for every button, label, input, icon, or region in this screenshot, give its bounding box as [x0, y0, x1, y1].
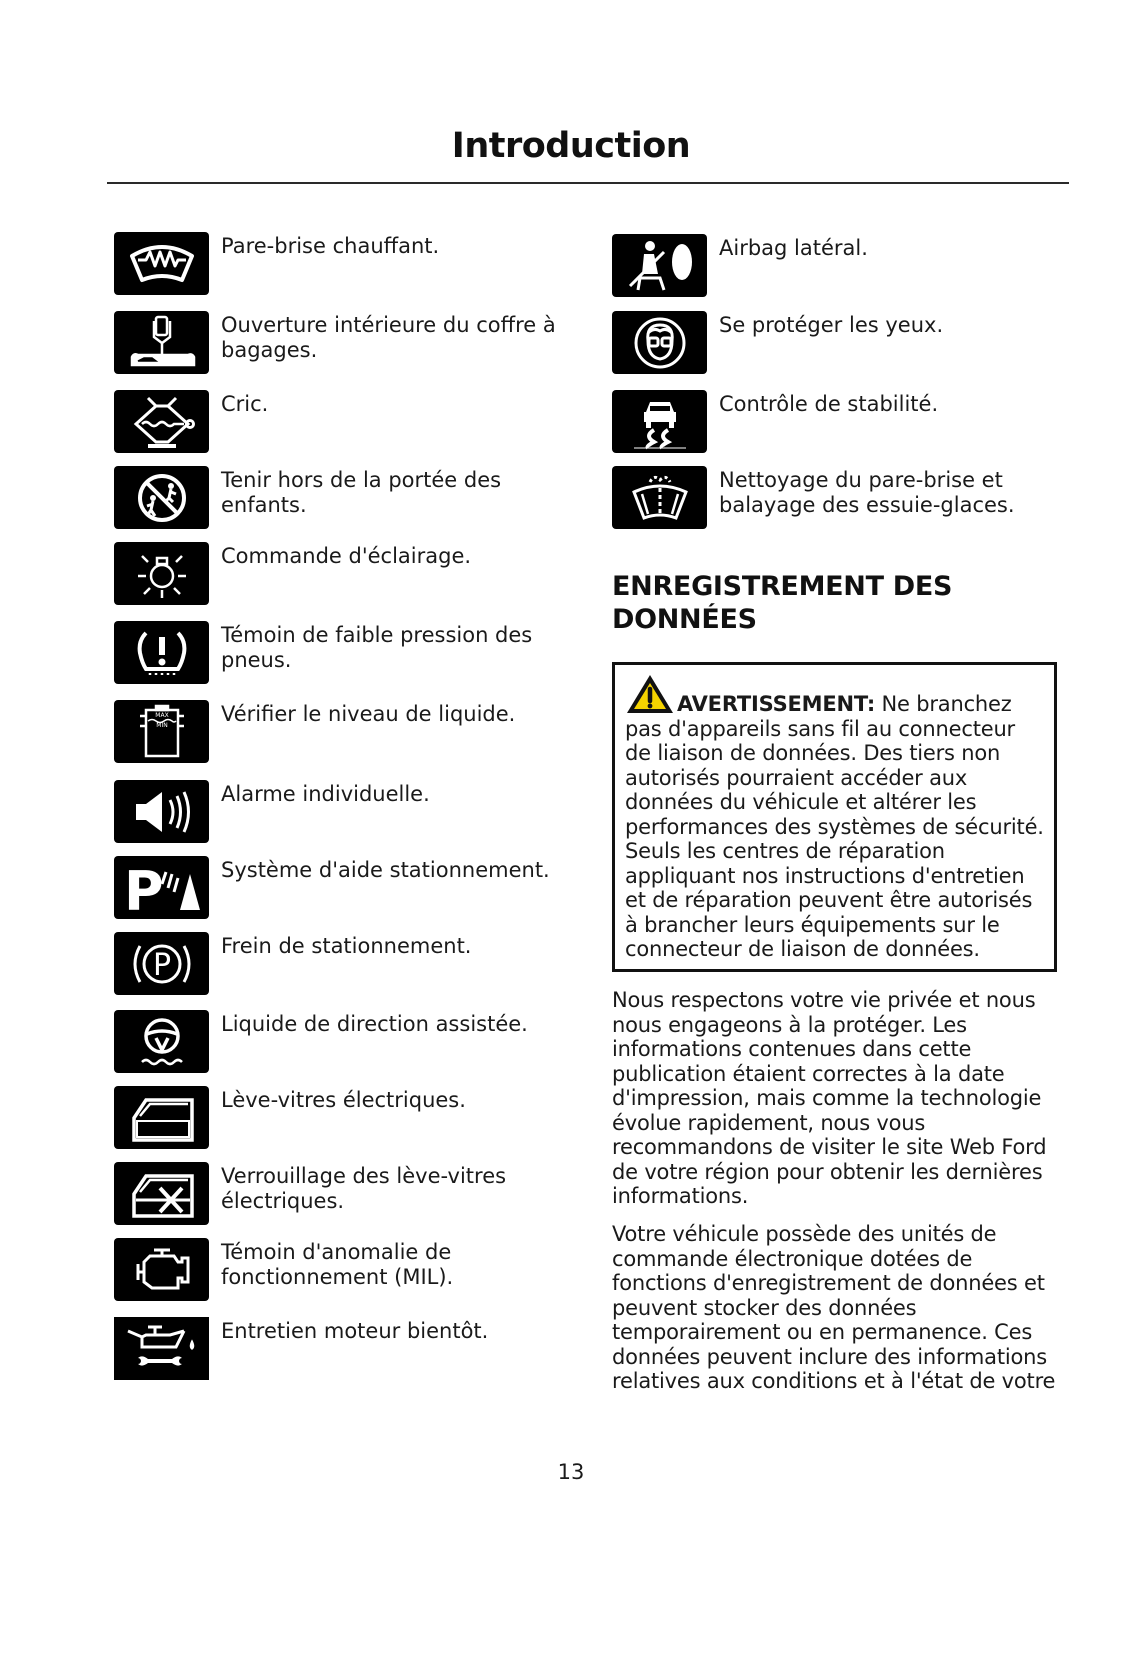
- privacy-paragraph: Nous respectons votre vie privée et nous nous engageons à la protéger. Les informations contenues dans cette publication étaient correctes à la date d'impression, mais comme la technologie évolue rapidement, nous vous recommandons de visiter le site Web Ford de votre région pour obtenir les dernières informations.: [612, 988, 1047, 1208]
- interior-trunk-release-icon: [114, 311, 209, 374]
- symbol-label: Alarme individuelle.: [221, 782, 430, 806]
- power-windows-icon: [114, 1086, 209, 1149]
- symbol-row: [114, 311, 561, 374]
- symbol-row: [612, 390, 1059, 453]
- symbol-label: Ouverture intérieure du coffre à bagages.: [221, 313, 556, 362]
- svg-text:MIN: MIN: [155, 721, 168, 729]
- power-steering-fluid-icon: [114, 1010, 209, 1073]
- symbol-label: Verrouillage des lève-vitres électriques.: [221, 1164, 507, 1213]
- symbol-row: [114, 542, 561, 605]
- title-divider: [107, 182, 1069, 184]
- symbol-row: [114, 390, 561, 453]
- warning-box: [612, 662, 1057, 972]
- warning-triangle-icon: [625, 673, 675, 715]
- low-tire-pressure-icon: [114, 621, 209, 684]
- warning-body: Ne branchez pas d'appareils sans fil au connecteur de liaison de données. Des tiers non autorisés pourraient accéder aux données du véhicule et altérer les performances des systèmes de sécurité. Seuls les centres de réparation appliquant nos instructions d'entretien et de réparation peuvent être autorisés à brancher leurs équipements sur le connecteur de liaison de données.: [625, 692, 1044, 961]
- symbol-row: [114, 1317, 561, 1380]
- windshield-washer-wiper-icon: [612, 466, 707, 529]
- symbol-label: Entretien moteur bientôt.: [221, 1319, 489, 1343]
- symbol-label: Commande d'éclairage.: [221, 544, 472, 568]
- svg-text:MAX: MAX: [154, 711, 169, 719]
- symbol-row: [114, 1010, 561, 1073]
- symbol-label: Liquide de direction assistée.: [221, 1012, 528, 1036]
- symbol-label: Lève-vitres électriques.: [221, 1088, 466, 1112]
- page-number: 13: [557, 1460, 585, 1484]
- symbol-label: Se protéger les yeux.: [719, 313, 944, 337]
- symbol-row: [114, 932, 561, 995]
- symbol-row: [114, 780, 561, 843]
- warning-text: [625, 673, 1046, 962]
- symbol-row: [612, 234, 1059, 297]
- symbol-row: [114, 856, 561, 919]
- symbol-row: [114, 1086, 561, 1149]
- symbol-label: Pare-brise chauffant.: [221, 234, 440, 258]
- heated-windshield-icon: [114, 232, 209, 295]
- symbol-row: [114, 466, 561, 529]
- symbol-label: Contrôle de stabilité.: [719, 392, 939, 416]
- eye-protection-icon: [612, 311, 707, 374]
- symbol-row: [612, 311, 1059, 374]
- symbol-row: [114, 1238, 561, 1301]
- keep-out-of-reach-of-children-icon: [114, 466, 209, 529]
- jack-icon: [114, 390, 209, 453]
- side-airbag-icon: [612, 234, 707, 297]
- warning-label: AVERTISSEMENT:: [677, 692, 876, 716]
- engine-service-icon: [114, 1317, 209, 1380]
- symbol-label: Témoin de faible pression des pneus.: [221, 623, 533, 672]
- symbol-row: [114, 1162, 561, 1225]
- panic-alarm-icon: [114, 780, 209, 843]
- power-window-lockout-icon: [114, 1162, 209, 1225]
- symbol-label: Nettoyage du pare-brise et balayage des essuie-glaces.: [719, 468, 1015, 517]
- symbol-label: Vérifier le niveau de liquide.: [221, 702, 516, 726]
- symbol-row: [612, 466, 1059, 529]
- symbol-label: Airbag latéral.: [719, 236, 868, 260]
- parking-aid-icon: [114, 856, 209, 919]
- svg-text:P: P: [123, 859, 164, 916]
- symbol-row: [114, 621, 561, 684]
- symbol-row: [114, 232, 561, 295]
- symbol-label: Cric.: [221, 392, 269, 416]
- data-recording-paragraph: Votre véhicule possède des unités de commande électronique dotées de fonctions d'enregistrement de données et peuvent stocker des données temporairement ou en permanence. Ces données peuvent inclure des informations relatives aux conditions et à l'état de votre: [612, 1222, 1056, 1393]
- svg-text:P: P: [152, 947, 171, 983]
- symbol-label: Tenir hors de la portée des enfants.: [221, 468, 502, 517]
- symbol-label: Système d'aide stationnement.: [221, 858, 550, 882]
- symbol-label: Témoin d'anomalie de fonctionnement (MIL).: [221, 1240, 454, 1289]
- symbol-label: Frein de stationnement.: [221, 934, 472, 958]
- stability-control-icon: [612, 390, 707, 453]
- parking-brake-icon: [114, 932, 209, 995]
- symbol-row: [114, 700, 561, 763]
- check-engine-icon: [114, 1238, 209, 1301]
- section-heading: ENREGISTREMENT DES DONNÉES: [612, 571, 953, 635]
- page-title: Introduction: [451, 126, 691, 166]
- fluid-level-icon: [114, 700, 209, 763]
- lighting-control-icon: [114, 542, 209, 605]
